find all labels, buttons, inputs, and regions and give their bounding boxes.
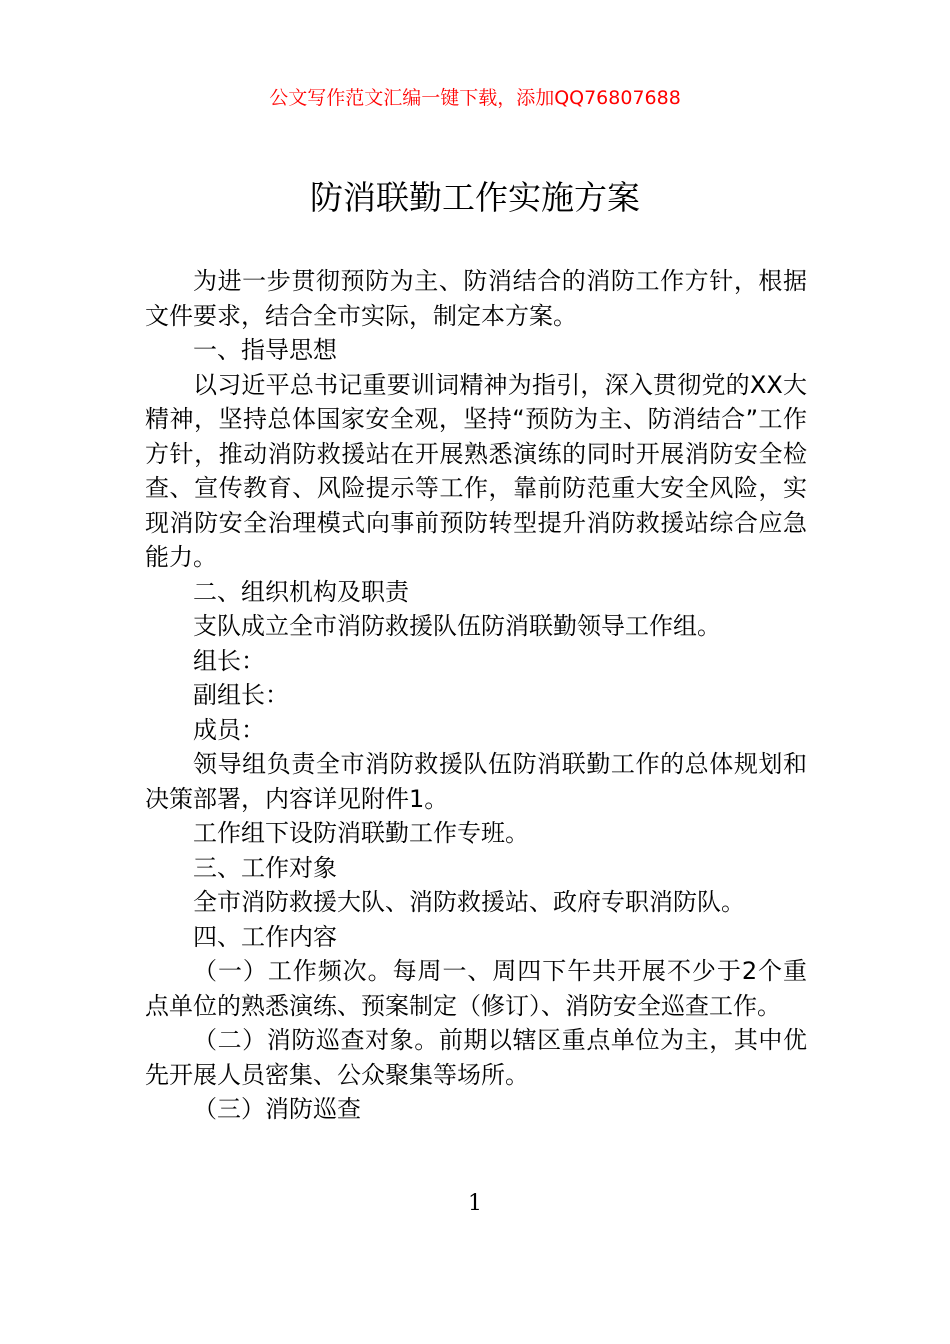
section-heading-work-content: 四、工作内容: [193, 922, 337, 951]
paragraph-group-leader: 组长：: [193, 646, 265, 675]
paragraph-task-force: 工作组下设防消联勤工作专班。: [193, 819, 529, 847]
paragraph-members: 成员：: [193, 715, 265, 744]
section-heading-guiding-ideology: 一、指导思想: [193, 336, 337, 364]
paragraph-guiding-ideology: 以习近平总书记重要训词精神为指引，深入贯彻党的XX大精神，坚持总体国家安全观，坚持“预防为主、防消结合”工作方针，推动消防救援站在开展熟悉演练的同时开展消防安全检查、宣传教育、风险提示等工作，靠前防范重大安全风险，实现消防安全治理模式向事前预防转型提升消防救援站综合应急能力。: [145, 370, 807, 571]
paragraph-leadership-group: 支队成立全市消防救援队伍防消联勤领导工作组。: [193, 612, 721, 640]
paragraph-deputy-leader: 副组长：: [193, 681, 289, 709]
paragraph-inspection: （三）消防巡查: [193, 1095, 361, 1123]
paragraph-work-frequency: （一）工作频次。每周一、周四下午共开展不少于2个重点单位的熟悉演练、预案制定（修订）、消防安全巡查工作。: [145, 957, 807, 1020]
section-heading-work-targets: 三、工作对象: [193, 853, 337, 882]
page-number: 1: [468, 1191, 482, 1216]
paragraph-leadership-duties: 领导组负责全市消防救援队伍防消联勤工作的总体规划和决策部署，内容详见附件1。: [145, 750, 807, 813]
paragraph-inspection-targets: （二）消防巡查对象。前期以辖区重点单位为主，其中优先开展人员密集、公众聚集等场所。: [145, 1026, 807, 1089]
section-heading-organization: 二、组织机构及职责: [193, 577, 409, 606]
document-title: 防消联勤工作实施方案: [310, 178, 640, 217]
download-notice: 公文写作范文汇编一键下载，添加QQ76807688: [269, 87, 681, 109]
paragraph-work-targets: 全市消防救援大队、消防救援站、政府专职消防队。: [193, 888, 745, 916]
document-body: [145, 264, 807, 1127]
intro-paragraph: 为进一步贯彻预防为主、防消结合的消防工作方针，根据文件要求，结合全市实际，制定本方案。: [145, 267, 807, 330]
